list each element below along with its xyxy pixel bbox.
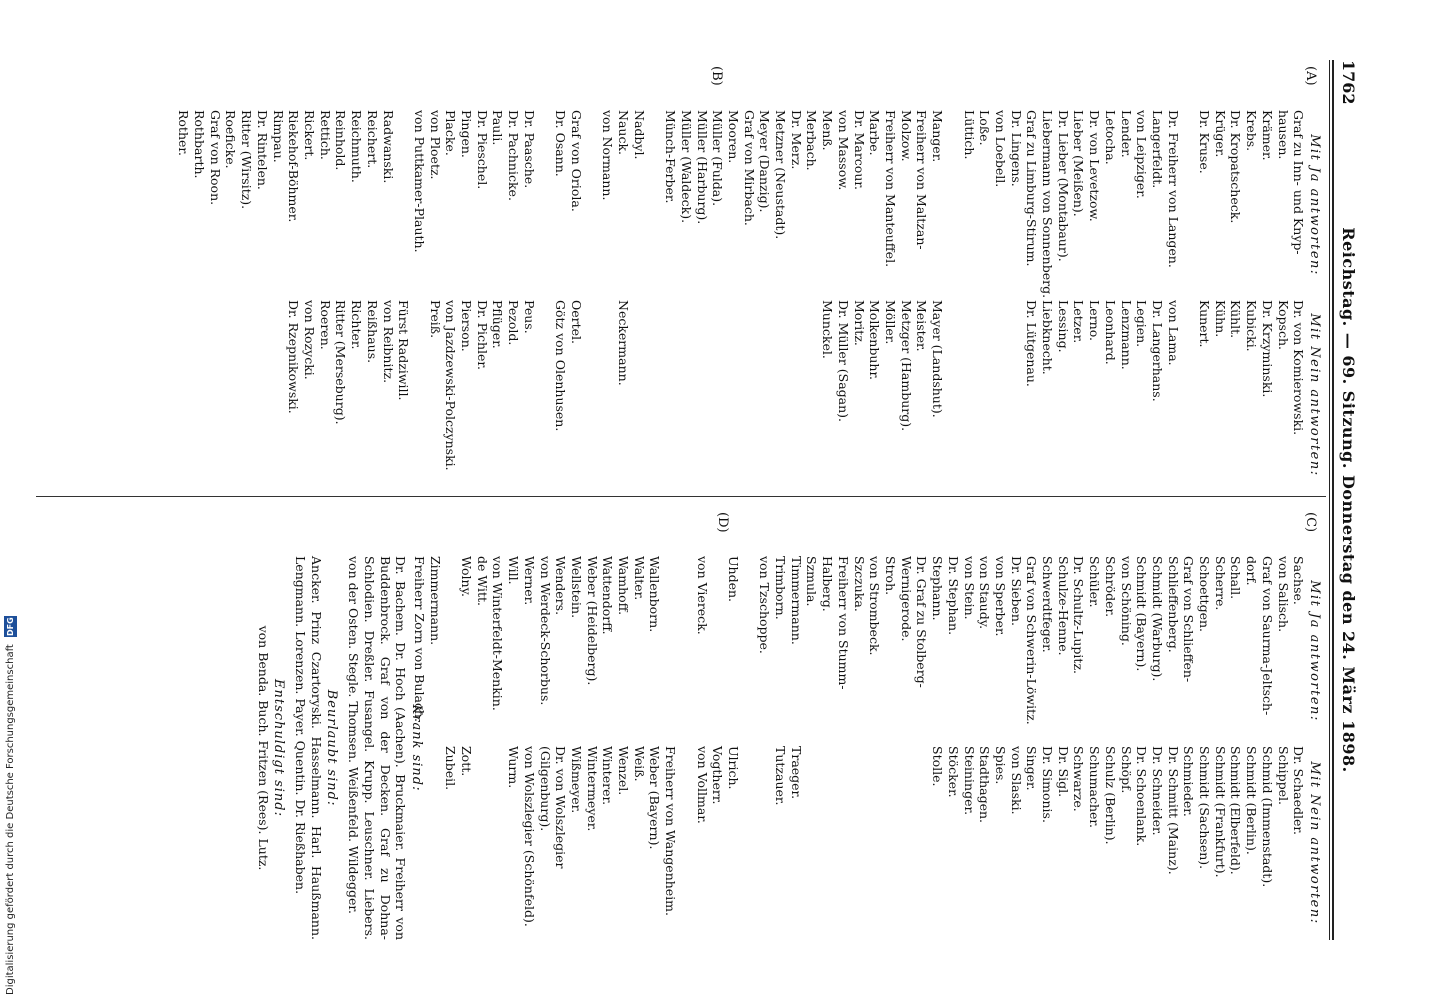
member-name: Kopsch.	[1275, 300, 1291, 350]
member-name: Kühn.	[1212, 300, 1228, 338]
member-name: Reichmuth.	[349, 110, 365, 183]
member-name	[945, 300, 961, 490]
member-name: Singer.	[1024, 746, 1040, 791]
member-name: Schüler.	[1087, 556, 1103, 608]
member-name: Pauli.	[490, 110, 506, 146]
member-name	[490, 746, 506, 940]
member-name	[710, 556, 726, 746]
member-name: von Reibnitz.	[380, 300, 396, 384]
member-name: Pingen.	[459, 110, 475, 158]
member-name: Dr. Simonis.	[1040, 746, 1056, 823]
page-header	[1330, 60, 1360, 940]
member-name	[757, 300, 773, 490]
member-name	[647, 110, 663, 300]
member-name: Dr. Lingens.	[1008, 110, 1024, 187]
member-name: Marbe.	[867, 110, 883, 156]
member-name: Dr. Sieben.	[1008, 556, 1024, 626]
member-name: Dr. Pichler.	[474, 300, 490, 371]
member-name: Dr. Müller (Sagan).	[835, 300, 851, 423]
member-name: Müller (Harburg).	[694, 110, 710, 225]
member-name	[631, 300, 647, 490]
left-no-column	[286, 300, 1322, 490]
header-rule	[1332, 60, 1334, 940]
member-name: Lüttich.	[961, 110, 977, 160]
member-name: Lessing.	[1055, 300, 1071, 353]
sick-list: Dr. Bachem. Dr. Hoch (Aachen). Bruckmaier. Freiherr von Buddenbrock. Graf von der Decken. Graf zu Dohna-Schlodien. Dreßler. Fusangel. Krupp. Leuschner. Liebers. von der Osten. Stegle. Thomsen. Weißenfeld. Wildegger.	[346, 556, 409, 940]
member-name: Graf von Mirbach.	[741, 110, 757, 226]
member-name: Scherre.	[1212, 556, 1228, 611]
member-name: Mayer (Landshut).	[930, 300, 946, 418]
member-name: Schall.	[1228, 556, 1244, 600]
member-name	[804, 746, 820, 940]
member-name	[914, 746, 930, 940]
member-name: (Gilgenburg).	[537, 746, 553, 832]
member-name: Stolle.	[930, 746, 946, 787]
member-name: Schöpf.	[1118, 746, 1134, 794]
member-name: Werner.	[521, 556, 537, 606]
member-name	[694, 300, 710, 490]
member-name: von Lama.	[1165, 300, 1181, 366]
member-name: Will.	[506, 556, 522, 585]
member-name: Tutzauer.	[773, 746, 789, 806]
member-name: Dr. Freiherr von Langen.	[1165, 110, 1181, 268]
member-name	[882, 746, 898, 940]
member-name: von Strombeck.	[867, 556, 883, 656]
member-name: Schmidt (Bayern).	[1134, 556, 1150, 672]
member-name: von Loebell.	[992, 110, 1008, 188]
member-name: Stroh.	[883, 556, 899, 596]
member-name: von Wolszlegier (Schönfeld).	[521, 746, 537, 927]
member-name: Dr. Langerhans.	[1149, 300, 1165, 402]
member-name: Nauck.	[616, 110, 632, 155]
member-name	[474, 746, 490, 940]
member-name: Stöcker.	[945, 746, 961, 798]
member-name: Wenders.	[553, 556, 569, 616]
member-name: Schulze-Henne.	[1055, 556, 1071, 656]
member-name: Rickert.	[302, 110, 317, 161]
member-name: Menß.	[820, 110, 836, 151]
excused-heading: Entschuldigt sind:	[271, 678, 287, 817]
member-name: Roeren.	[317, 300, 333, 350]
dfg-logo: DFG	[6, 617, 15, 636]
member-name: Vogtherr.	[710, 746, 726, 805]
member-name: Nadbyl.	[631, 110, 647, 160]
member-name: von Tzschoppe.	[757, 556, 773, 654]
member-name: Graf von Saurma-Jeltsch-	[1259, 556, 1275, 716]
member-name: Traeger.	[788, 746, 804, 800]
member-name: Schmidt (Elberfeld).	[1228, 746, 1244, 875]
member-name: von Ploetz.	[427, 110, 443, 180]
member-name: von Salisch.	[1275, 556, 1291, 633]
member-name: Schwarze.	[1071, 746, 1087, 812]
member-name: Wißmeyer.	[568, 746, 584, 814]
member-name: Schwerdtfeger.	[1040, 556, 1056, 653]
member-name	[537, 110, 553, 300]
member-name: Leonhard.	[1102, 300, 1118, 365]
member-name: Meyer (Danzig).	[757, 110, 773, 213]
member-name: Pflüger.	[490, 300, 506, 349]
member-name: Dr. Rintelen.	[254, 110, 270, 190]
member-name: Placke.	[443, 110, 459, 156]
member-name: Steininger.	[961, 746, 977, 816]
member-name: Sachse.	[1291, 556, 1307, 605]
member-name: Loße.	[977, 110, 993, 146]
member-name: Meister.	[914, 300, 930, 352]
member-name	[804, 300, 820, 490]
member-name: Winterer.	[600, 746, 616, 806]
member-name	[1181, 300, 1197, 490]
member-name: Lerno.	[1087, 300, 1103, 342]
member-name	[396, 110, 412, 300]
funding-note-text: Digitalisierung gefördert durch die Deutsche Forschungsgemeinschaft	[5, 644, 16, 995]
margin-marker-d: (D)	[715, 512, 730, 533]
member-name: Zubeil.	[443, 746, 459, 791]
member-name: Pierson.	[459, 300, 475, 352]
member-name	[678, 556, 694, 746]
member-name: Graf von Schwerin-Löwitz.	[1024, 556, 1040, 725]
member-name	[757, 746, 773, 940]
member-name: Dr. Paasche.	[521, 110, 537, 189]
member-name: Dr. Graf zu Stolberg-	[914, 556, 930, 688]
member-name: Szmula.	[804, 556, 820, 607]
member-name: Mooren.	[725, 110, 741, 164]
member-name	[851, 746, 867, 940]
member-name: Spies.	[992, 746, 1008, 785]
member-name: Reißhaus.	[364, 300, 380, 364]
member-name: Kubicki.	[1244, 300, 1260, 352]
member-name: Roeficke.	[223, 110, 239, 169]
member-name: Götz von Olenhusen.	[553, 300, 569, 432]
member-name	[1181, 110, 1197, 300]
member-name: von Jazdzewski-Polczynski.	[443, 300, 459, 471]
member-name	[961, 300, 977, 490]
member-name: von Leipziger.	[1134, 110, 1150, 199]
member-name: Schoettgen.	[1197, 556, 1213, 633]
member-name: Trimborn.	[773, 556, 789, 620]
member-name: Schippel.	[1275, 746, 1291, 805]
margin-marker-a: (A)	[1303, 66, 1318, 86]
member-name: von Schöning.	[1118, 556, 1134, 646]
member-name: von Winterfeldt-Menkin.	[490, 556, 506, 711]
member-name: Dr. von Komierowski.	[1291, 300, 1307, 436]
member-name: von Slaski.	[1008, 746, 1024, 815]
member-name: von Werdeck-Schorbus.	[537, 556, 553, 706]
member-name: Richter.	[349, 300, 365, 350]
member-name: Dr. von Levetzow.	[1087, 110, 1103, 222]
member-name: Weber (Heidelberg).	[584, 556, 600, 686]
member-name: Szczuka.	[851, 556, 867, 612]
right-no-column	[443, 746, 1322, 940]
member-name: Stadthagen.	[977, 746, 993, 823]
member-name: Weber (Bayern).	[647, 746, 663, 850]
member-name: Ritter (Wirsitz).	[239, 110, 255, 210]
header-rule-thin	[1329, 60, 1330, 940]
member-name: Dr. Schultz-Lupitz.	[1071, 556, 1087, 674]
member-name	[584, 300, 600, 490]
member-name: Metzner (Neustadt).	[773, 110, 789, 240]
left-yes-heading: Mit Ja antworten:	[1307, 134, 1322, 276]
member-name	[662, 300, 678, 490]
member-name: Wolny.	[459, 556, 475, 597]
member-name: Dr. Schoenlank.	[1134, 746, 1150, 847]
member-name: Dr. Kruse.	[1197, 110, 1213, 174]
member-name	[835, 746, 851, 940]
funding-note	[4, 605, 20, 995]
member-name: Graf von Oriola.	[568, 110, 584, 212]
member-name	[772, 300, 788, 490]
member-name: Merbach.	[804, 110, 820, 171]
member-name: Wenzel.	[616, 746, 632, 796]
member-name	[411, 300, 427, 490]
member-name	[741, 746, 757, 940]
member-name	[647, 300, 663, 490]
member-name: Oertel.	[568, 300, 584, 345]
member-name: Weiß.	[631, 746, 647, 782]
member-name	[600, 300, 616, 490]
excused-list: von Benda. Buch. Fritzen (Rees). Lutz.	[255, 625, 271, 871]
member-name	[820, 746, 836, 940]
member-name: Timmermann.	[788, 556, 804, 645]
member-name: Liebknecht.	[1040, 300, 1056, 375]
member-name: Walter.	[631, 556, 647, 601]
page-number: 1762	[1339, 60, 1358, 105]
margin-marker-b: (B)	[709, 66, 724, 86]
member-name: Molzow.	[898, 110, 914, 162]
member-name: Fürst Radziwill.	[396, 300, 412, 401]
right-yes-heading: Mit Ja antworten:	[1307, 580, 1322, 722]
member-name	[945, 110, 961, 300]
member-name: Schmidt (Frankfurt).	[1212, 746, 1228, 878]
member-name: Dr. Osann.	[553, 110, 569, 177]
page-title: Reichstag. — 69. Sitzung. Donnerstag den 24. März 1898.	[1339, 227, 1358, 773]
member-name: Dr. Kropatscheck.	[1228, 110, 1244, 224]
member-name	[678, 300, 694, 490]
member-name: Dr. Marcour.	[851, 110, 867, 190]
member-name	[725, 300, 741, 490]
member-name: Wernigerode.	[898, 556, 914, 642]
member-name: von Stein.	[961, 556, 977, 620]
member-name: Langerfeldt.	[1149, 110, 1165, 189]
member-name: Freiherr von Manteuffel.	[883, 110, 899, 268]
absentee-section	[255, 556, 424, 940]
member-name: Dr. Lütgenau.	[1024, 300, 1040, 387]
member-name	[867, 746, 883, 940]
member-name: Möller.	[883, 300, 899, 345]
member-name: Kunert.	[1197, 300, 1213, 348]
member-name: Preiß.	[427, 300, 443, 339]
left-yes-column	[176, 110, 1322, 300]
margin-marker-c: (C)	[1303, 512, 1318, 533]
member-name: Krüger.	[1212, 110, 1228, 158]
member-name: Dr. Schaedler.	[1291, 746, 1307, 836]
sick-heading: Krank sind:	[409, 704, 424, 792]
member-name	[741, 556, 757, 746]
member-name: Graf zu Limburg-Stirum.	[1024, 110, 1040, 267]
member-name: Dr. Schmitt (Mainz).	[1165, 746, 1181, 875]
member-name: Ritter (Merseburg).	[333, 300, 349, 425]
member-name: Schmidt (Warburg).	[1149, 556, 1165, 682]
on-leave-list: Ancker. Prinz Czartoryski. Hasselmann. Harl. Haußmann. Lengmann. Lorenzen. Payer. Quentin. Dr. Rießhaben.	[293, 556, 324, 940]
member-name: Schmidt (Berlin).	[1244, 746, 1260, 855]
member-name: dorf.	[1244, 556, 1260, 586]
member-name: Letocha.	[1102, 110, 1118, 165]
member-name: Lenzmann.	[1118, 300, 1134, 370]
left-no-heading: Mit Nein antworten:	[1307, 313, 1322, 477]
member-name: Graf zu Inn- und Knyp-	[1291, 110, 1307, 255]
member-name: Schmidt (Sachsen).	[1197, 746, 1213, 870]
member-name: Schmid (Immenstadt).	[1259, 746, 1275, 888]
member-name: Manger.	[930, 110, 946, 163]
column-divider	[36, 496, 1326, 497]
member-name: Munckel.	[820, 300, 836, 359]
member-name: Wallenborn.	[647, 556, 663, 633]
member-name: Rothbarth.	[192, 110, 208, 179]
member-name: von Viereck.	[694, 556, 710, 635]
member-name: Lieber (Meißen).	[1071, 110, 1087, 217]
member-name: Münch-Ferber.	[663, 110, 679, 204]
member-name: Kühlt.	[1228, 300, 1244, 339]
member-name	[584, 110, 600, 300]
member-name: von Vollmar.	[694, 746, 710, 824]
member-name: Uhden.	[725, 556, 741, 603]
member-name: Freiherr von Wangenheim.	[663, 746, 679, 917]
member-name: Dr. Lieber (Montabaur).	[1055, 110, 1071, 262]
member-name: Wattendorff.	[600, 556, 616, 635]
member-name	[537, 300, 553, 490]
right-yes-column	[411, 556, 1322, 746]
member-name: Krebs.	[1244, 110, 1260, 152]
member-name	[788, 300, 804, 490]
member-name	[898, 746, 914, 940]
member-name: Schröder.	[1102, 556, 1118, 618]
member-name: Peus.	[521, 300, 537, 334]
member-name	[678, 746, 694, 940]
member-name: Krämer.	[1259, 110, 1275, 161]
member-name	[741, 300, 757, 490]
member-name: Halberg.	[820, 556, 836, 612]
member-name: Dr. Stephan.	[945, 556, 961, 636]
member-name: Reichert.	[364, 110, 380, 169]
member-name: Dr. Pieschel.	[474, 110, 490, 190]
member-name: von Rozycki.	[302, 300, 317, 380]
member-name: Graf von Schlieffen-	[1181, 556, 1197, 683]
member-name: Schulz (Berlin).	[1102, 746, 1118, 845]
member-name: Pezold.	[506, 300, 522, 346]
member-name: Dr. Merz.	[788, 110, 804, 170]
member-name: von Massow.	[835, 110, 851, 191]
member-name: Metzger (Hamburg).	[898, 300, 914, 432]
member-name: Wintermeyer.	[584, 746, 600, 832]
member-name: Reinhold.	[333, 110, 349, 171]
member-name: Molkenbuhr.	[867, 300, 883, 381]
member-name: Rettich.	[317, 110, 333, 160]
member-name: Müller (Waldeck).	[678, 110, 694, 224]
member-name: Freiherr von Maltzan-	[914, 110, 930, 250]
member-name: Rimpau.	[270, 110, 286, 163]
member-name	[977, 300, 993, 490]
member-name: Dr. Rzepnikowski.	[286, 300, 302, 414]
member-name: Radwanski.	[380, 110, 396, 184]
member-name: Moritz.	[851, 300, 867, 346]
member-name: Dr. Krzyminski.	[1259, 300, 1275, 398]
member-name: Schmieder.	[1181, 746, 1197, 817]
member-name: von Puttkamer-Plauth.	[411, 110, 427, 253]
member-name: Stephann.	[930, 556, 946, 621]
member-name: de Witt.	[474, 556, 490, 607]
member-name: Wamhoff.	[616, 556, 632, 616]
member-name: Freiherr Zorn von Bulach.	[411, 556, 427, 722]
member-name: Wellstein.	[568, 556, 584, 619]
member-name: von Sperber.	[992, 556, 1008, 637]
member-name	[1008, 300, 1024, 490]
member-name: Wurm.	[506, 746, 522, 789]
member-name: Neckermann.	[616, 300, 632, 386]
member-name: Graf von Roon.	[207, 110, 223, 206]
member-name: Dr. Sigl.	[1055, 746, 1071, 798]
member-name	[710, 300, 726, 490]
member-name: Riekehof-Böhmer.	[286, 110, 302, 223]
member-name	[662, 556, 678, 746]
member-name: Dr. Schneider.	[1149, 746, 1165, 836]
member-name: Freiherr von Stumm-	[835, 556, 851, 690]
member-name: von Staudy.	[977, 556, 993, 630]
member-name	[443, 556, 459, 746]
member-name: Müller (Fulda).	[710, 110, 726, 207]
member-name	[992, 300, 1008, 490]
member-name: Zimmermann.	[427, 556, 443, 646]
member-name: Liebermann von Sonnenberg.	[1040, 110, 1056, 299]
member-name: Letzer.	[1071, 300, 1087, 344]
member-name: Rother.	[176, 110, 192, 156]
member-name: hausen.	[1275, 110, 1291, 160]
member-name: Schlieffenberg.	[1165, 556, 1181, 653]
member-name: Zott.	[459, 746, 475, 777]
right-no-heading: Mit Nein antworten:	[1307, 761, 1322, 925]
member-name: Lender.	[1118, 110, 1134, 158]
on-leave-heading: Beurlaubt sind:	[324, 689, 340, 807]
member-name: Schumacher.	[1087, 746, 1103, 828]
member-name: Dr. Pachnicke.	[506, 110, 522, 201]
member-name: Ulrich.	[725, 746, 741, 790]
member-name: von Normann.	[600, 110, 616, 201]
member-name: Legien.	[1134, 300, 1150, 348]
member-name: Dr. von Wolszlegier	[553, 746, 569, 869]
